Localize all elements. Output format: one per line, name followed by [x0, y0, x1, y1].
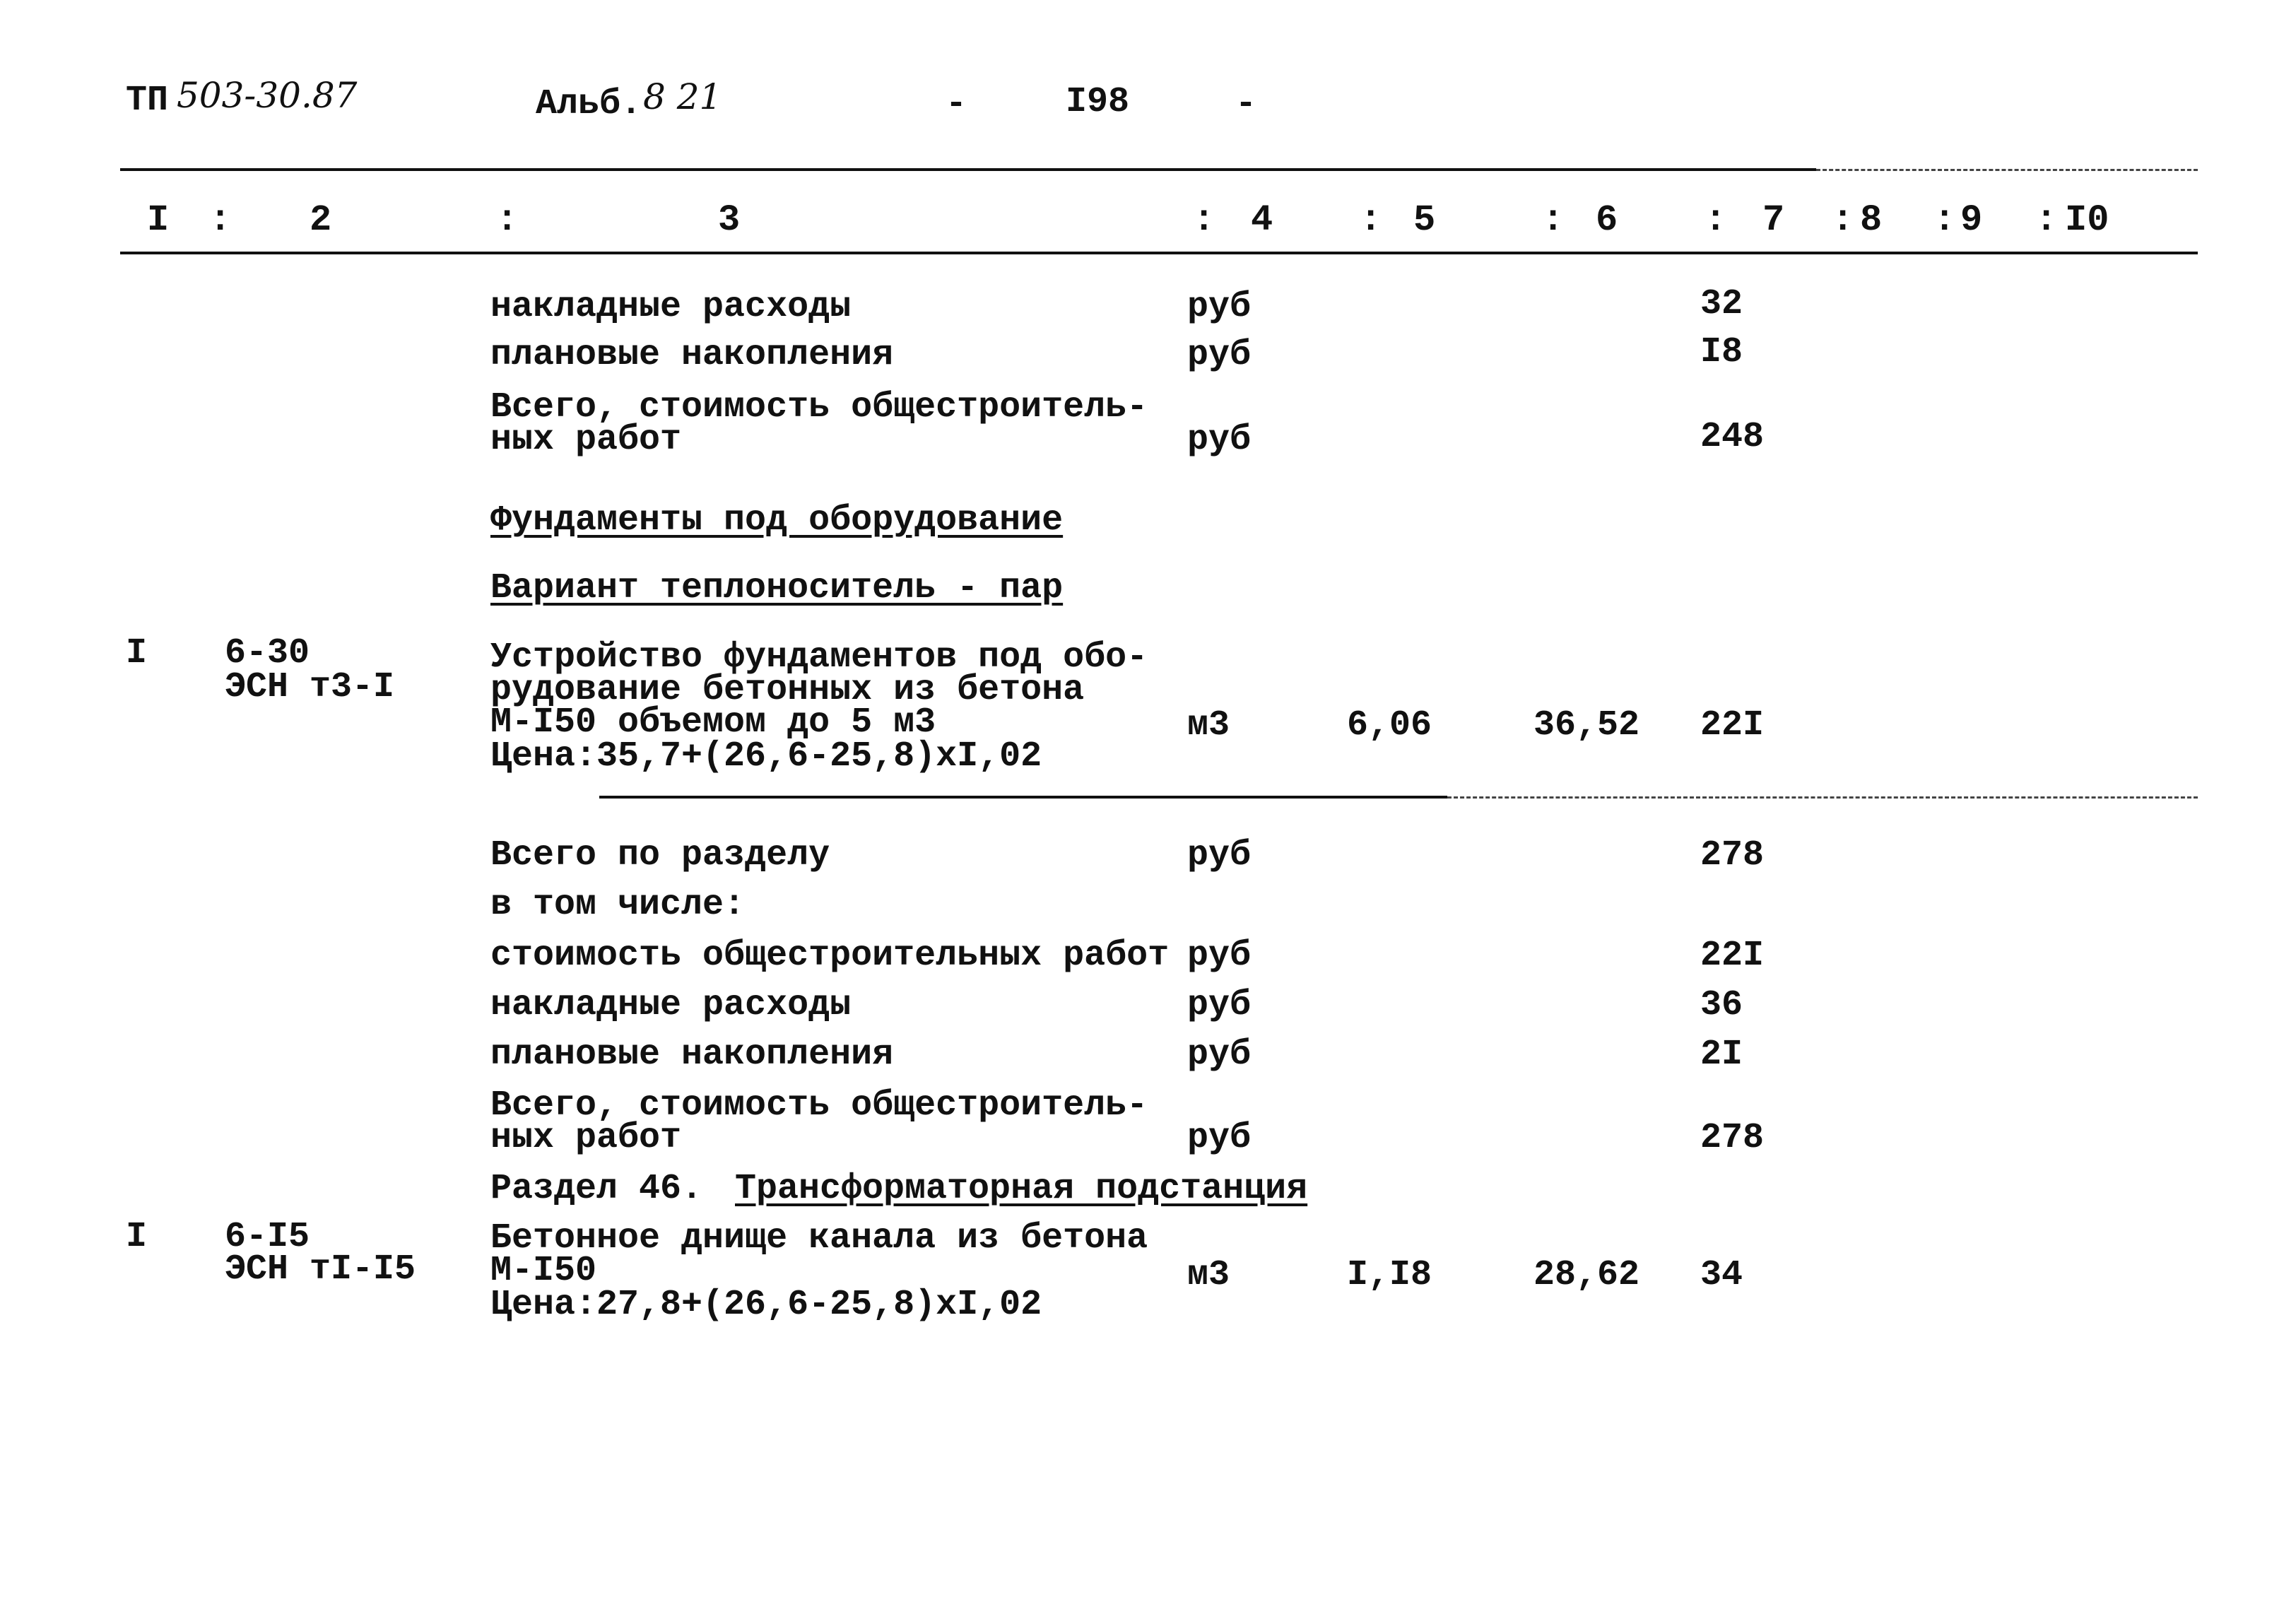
- item2-unit: м3: [1187, 1255, 1230, 1295]
- col-num-3: 3: [718, 199, 741, 241]
- sum-section-desc: Всего по разделу: [490, 835, 830, 876]
- sum-including: в том числе:: [490, 885, 746, 925]
- header-rule-tail: [1816, 169, 2198, 171]
- col-sep-8: :: [1832, 199, 1854, 241]
- col-sep-5: :: [1360, 199, 1382, 241]
- sum-total-unit: руб: [1187, 1118, 1252, 1158]
- col-sep-3: :: [496, 199, 519, 241]
- subtotal-rule: [599, 796, 1447, 799]
- sum-section-unit: руб: [1187, 835, 1252, 876]
- row-overhead-unit: руб: [1187, 287, 1252, 327]
- item2-pos: I: [126, 1217, 148, 1257]
- col-sep-9: :: [1933, 199, 1956, 241]
- album-label: Альб.: [536, 84, 642, 124]
- sum-overhead-desc: накладные расходы: [490, 985, 852, 1025]
- item1-desc-3: М-I50 объемом до 5 м3: [490, 702, 936, 743]
- sum-construction-unit: руб: [1187, 936, 1252, 976]
- item2-qty: I,I8: [1347, 1255, 1432, 1295]
- col-num-6: 6: [1596, 199, 1618, 241]
- item2-desc-3: Цена:27,8+(26,6-25,8)хI,02: [490, 1285, 1042, 1325]
- row-savings-unit: руб: [1187, 335, 1252, 375]
- album-number: 8 21: [643, 76, 722, 117]
- item2-code-1: 6-I5: [225, 1217, 310, 1257]
- col-num-10: I0: [2065, 199, 2109, 241]
- col-num-8: 8: [1860, 199, 1883, 241]
- item1-total: 22I: [1700, 705, 1765, 746]
- col-num-2: 2: [310, 199, 332, 241]
- item1-pos: I: [126, 633, 148, 673]
- row-overhead-desc: накладные расходы: [490, 287, 852, 327]
- sum-overhead-total: 36: [1700, 985, 1743, 1025]
- sum-savings-desc: плановые накопления: [490, 1035, 894, 1075]
- page-number: I98: [1066, 82, 1130, 122]
- item2-total: 34: [1700, 1255, 1743, 1295]
- col-num-7: 7: [1762, 199, 1785, 241]
- col-sep-4: :: [1193, 199, 1215, 241]
- item1-code-2: ЭСН т3-I: [225, 667, 395, 707]
- doc-number: 503-30.87: [177, 75, 358, 116]
- col-sep-10: :: [2035, 199, 2058, 241]
- col-sep-6: :: [1542, 199, 1565, 241]
- item1-qty: 6,06: [1347, 705, 1432, 746]
- row-total-desc-1: Всего, стоимость общестроитель-: [490, 387, 1148, 428]
- sum-overhead-unit: руб: [1187, 985, 1252, 1025]
- item1-price: 36,52: [1533, 705, 1640, 746]
- item2-price: 28,62: [1533, 1255, 1640, 1295]
- item1-desc-4: Цена:35,7+(26,6-25,8)хI,02: [490, 736, 1042, 777]
- item2-desc-1: Бетонное днище канала из бетона: [490, 1218, 1148, 1259]
- section2-title: Трансформаторная подстанция: [735, 1169, 1308, 1209]
- row-total-unit: руб: [1187, 420, 1252, 460]
- sum-construction-total: 22I: [1700, 936, 1765, 976]
- row-savings-desc: плановые накопления: [490, 335, 894, 375]
- item2-code-2: ЭСН тI-I5: [225, 1249, 416, 1290]
- col-num-4: 4: [1251, 199, 1273, 241]
- col-sep-7: :: [1705, 199, 1727, 241]
- subtotal-rule-tail: [1447, 796, 2198, 799]
- col-sep-2: :: [209, 199, 232, 241]
- sum-total-total: 278: [1700, 1118, 1765, 1158]
- column-header-rule: [120, 252, 2198, 254]
- dash-right: -: [1235, 84, 1257, 124]
- sum-construction-desc: стоимость общестроительных работ: [490, 936, 1170, 976]
- section2-label: Раздел 46.: [490, 1169, 703, 1209]
- item1-desc-2: рудование бетонных из бетона: [490, 670, 1085, 710]
- item1-code-1: 6-30: [225, 633, 310, 673]
- sum-savings-unit: руб: [1187, 1035, 1252, 1075]
- sum-total-desc-1: Всего, стоимость общестроитель-: [490, 1085, 1148, 1126]
- header-rule: [120, 168, 1816, 171]
- row-total-total: 248: [1700, 417, 1765, 457]
- col-num-9: 9: [1960, 199, 1983, 241]
- item2-desc-2: М-I50: [490, 1251, 597, 1291]
- row-total-desc-2: ных работ: [490, 420, 682, 460]
- sum-savings-total: 2I: [1700, 1035, 1743, 1075]
- sum-total-desc-2: ных работ: [490, 1118, 682, 1158]
- section-title: Фундаменты под оборудование: [490, 500, 1064, 541]
- item1-unit: м3: [1187, 705, 1230, 746]
- dash-left: -: [946, 84, 967, 124]
- row-overhead-total: 32: [1700, 284, 1743, 324]
- row-savings-total: I8: [1700, 332, 1743, 372]
- section-variant: Вариант теплоноситель - пар: [490, 568, 1064, 608]
- col-num-5: 5: [1413, 199, 1436, 241]
- sum-section-total: 278: [1700, 835, 1765, 876]
- doc-code: ТП: [126, 81, 169, 121]
- item1-desc-1: Устройство фундаментов под обо-: [490, 637, 1148, 678]
- col-num-1: I: [147, 199, 170, 241]
